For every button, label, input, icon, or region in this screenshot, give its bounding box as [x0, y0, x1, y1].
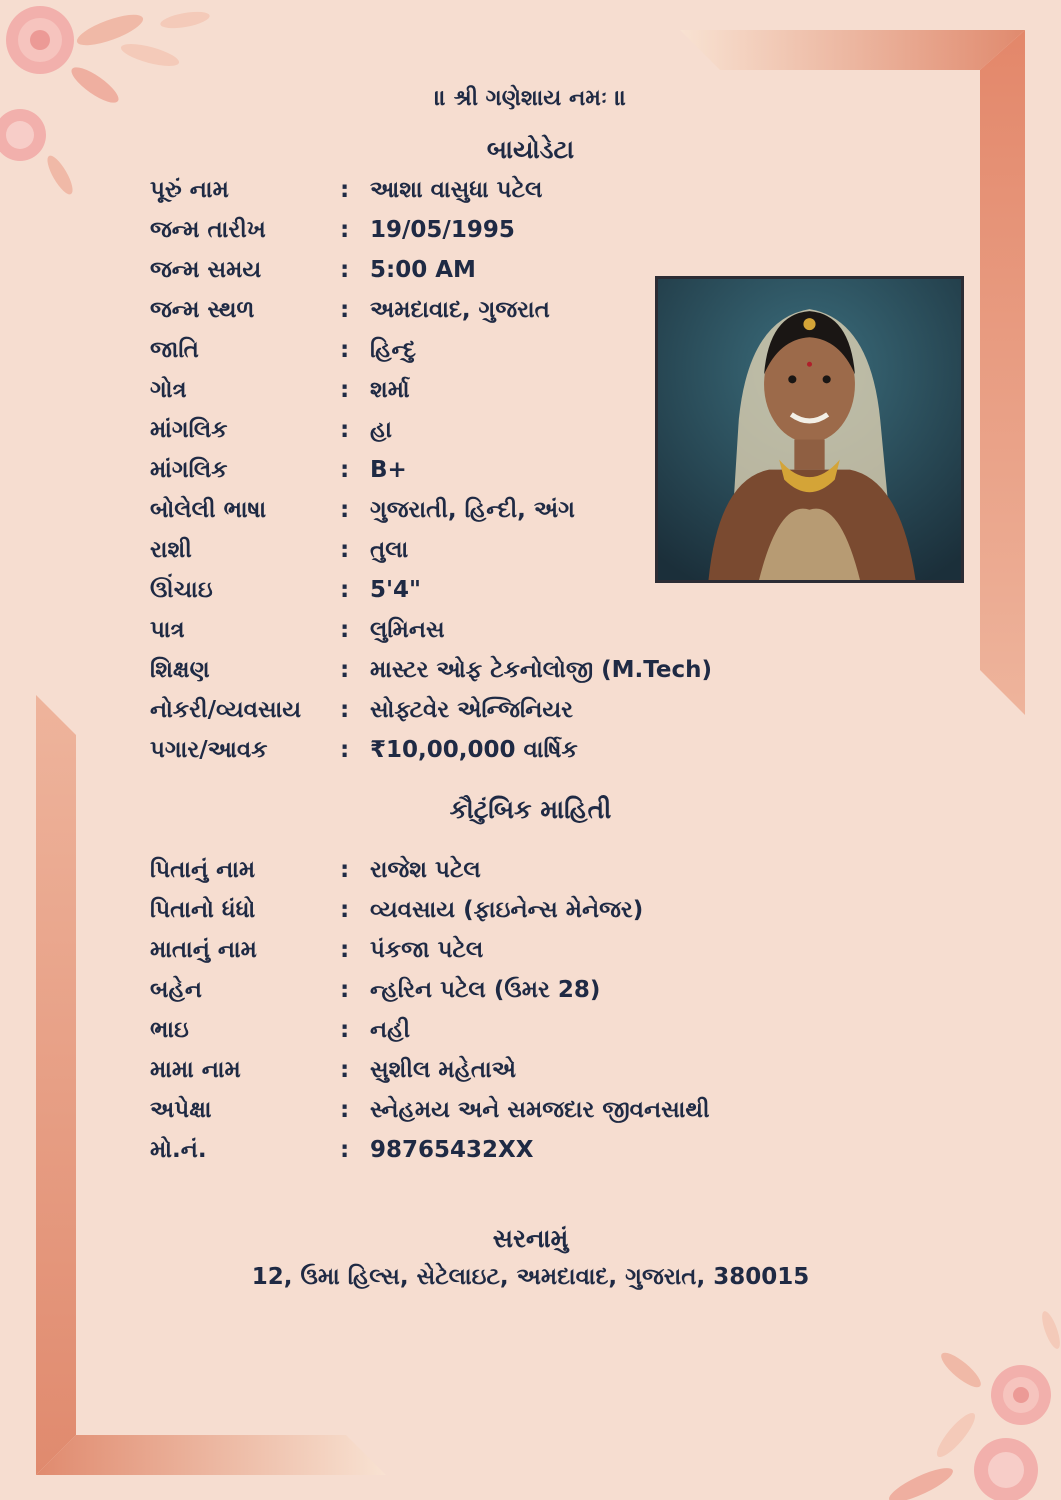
detail-row	[150, 1090, 710, 1130]
detail-label: જન્મ સમય	[150, 257, 262, 283]
detail-label: બોલેલી ભાષા	[150, 497, 267, 523]
detail-label: જન્મ સ્થળ	[150, 297, 255, 323]
detail-label: જાતિ	[150, 337, 199, 363]
detail-value: પંકજા પટેલ	[370, 937, 484, 963]
separator: :	[340, 1137, 350, 1163]
detail-value: રાજેશ પટેલ	[370, 857, 481, 883]
detail-label: જન્મ તારીખ	[150, 217, 266, 243]
detail-row	[150, 170, 712, 210]
detail-row	[150, 730, 712, 770]
separator: :	[340, 497, 350, 523]
separator: :	[340, 1057, 350, 1083]
address-title: સરનામું	[492, 1224, 569, 1253]
separator: :	[340, 177, 350, 203]
detail-value: ગુજરાતી, હિન્દી, અંગ	[370, 497, 575, 523]
detail-value: માસ્ટર ઓફ ટેકનોલોજી (M.Tech)	[370, 657, 713, 683]
flower-decoration-icon	[861, 1300, 1061, 1500]
detail-label: પગાર/આવક	[150, 737, 268, 763]
separator: :	[340, 697, 350, 723]
detail-value: 19/05/1995	[370, 217, 515, 243]
separator: :	[340, 897, 350, 923]
separator: :	[340, 1097, 350, 1123]
profile-photo	[655, 276, 964, 583]
separator: :	[340, 417, 350, 443]
detail-value: 5:00 AM	[370, 257, 476, 283]
detail-row	[150, 250, 712, 290]
detail-value: સ્નેહમય અને સમજદાર જીવનસાથી	[370, 1097, 710, 1123]
detail-row	[150, 1050, 710, 1090]
separator: :	[340, 377, 350, 403]
separator: :	[340, 457, 350, 483]
detail-row	[150, 1010, 710, 1050]
detail-row	[150, 530, 712, 570]
detail-value: સુશીલ મહેતાએ	[370, 1057, 517, 1083]
detail-label: માંગલિક	[150, 457, 228, 483]
detail-row	[150, 890, 710, 930]
detail-value: ₹10,00,000 વાર્ષિક	[370, 737, 578, 763]
separator: :	[340, 617, 350, 643]
separator: :	[340, 977, 350, 1003]
detail-label: પૂરું નામ	[150, 177, 229, 203]
detail-row	[150, 970, 710, 1010]
family-details-list	[150, 850, 710, 1170]
detail-row	[150, 410, 712, 450]
detail-row	[150, 930, 710, 970]
detail-value: આશા વાસુધા પટેલ	[370, 177, 543, 203]
detail-label: મો.નં.	[150, 1137, 207, 1163]
detail-value: લુમિનસ	[370, 617, 445, 643]
detail-row	[150, 490, 712, 530]
detail-row	[150, 210, 712, 250]
detail-label: રાશી	[150, 537, 192, 563]
portrait-image	[658, 279, 961, 580]
detail-value: B+	[370, 457, 407, 483]
separator: :	[340, 1017, 350, 1043]
detail-value: હા	[370, 417, 392, 443]
detail-value: સોફ્ટવેર એન્જિનિયર	[370, 697, 574, 723]
separator: :	[340, 657, 350, 683]
separator: :	[340, 737, 350, 763]
address-line: 12, ઉમા હિલ્સ, સેટેલાઇટ, અમદાવાદ, ગુજરાત, 380015	[251, 1264, 810, 1290]
separator: :	[340, 537, 350, 563]
detail-row	[150, 690, 712, 730]
separator: :	[340, 857, 350, 883]
detail-label: પાત્ર	[150, 617, 185, 643]
separator: :	[340, 577, 350, 603]
detail-value: વ્યવસાય (ફાઇનેન્સ મેનેજર)	[370, 897, 644, 923]
detail-value: તુલા	[370, 537, 409, 563]
detail-row	[150, 370, 712, 410]
document-title: બાયોડેટા	[486, 135, 575, 164]
separator: :	[340, 337, 350, 363]
separator: :	[340, 937, 350, 963]
detail-row	[150, 450, 712, 490]
detail-row	[150, 330, 712, 370]
detail-value: નહી	[370, 1017, 411, 1043]
family-section-title: કૌટુંબિક માહિતી	[449, 795, 612, 824]
detail-row	[150, 290, 712, 330]
detail-row	[150, 570, 712, 610]
separator: :	[340, 297, 350, 323]
personal-details-list	[150, 170, 712, 770]
detail-row	[150, 850, 710, 890]
detail-label: માંગલિક	[150, 417, 228, 443]
detail-label: બહેન	[150, 977, 202, 1003]
detail-row	[150, 1130, 710, 1170]
detail-row	[150, 610, 712, 650]
detail-value: ન્હરિન પટેલ (ઉમર 28)	[370, 977, 601, 1003]
detail-value: શર્મા	[370, 377, 410, 403]
detail-label: ઊંચાઇ	[150, 577, 213, 603]
separator: :	[340, 217, 350, 243]
detail-label: શિક્ષણ	[150, 657, 210, 683]
separator: :	[340, 257, 350, 283]
detail-label: ગોત્ર	[150, 377, 187, 403]
detail-label: મામા નામ	[150, 1057, 241, 1083]
invocation-heading: ॥ શ્રી ગણેશાય નમઃ ॥	[434, 86, 627, 111]
detail-label: પિતાનું નામ	[150, 857, 256, 883]
detail-value: હિન્દુ	[370, 337, 416, 363]
detail-label: અપેક્ષા	[150, 1097, 212, 1123]
detail-value: 5'4"	[370, 577, 422, 603]
detail-label: નોકરી/વ્યવસાય	[150, 697, 302, 723]
detail-label: ભાઇ	[150, 1017, 189, 1043]
detail-label: માતાનું નામ	[150, 937, 257, 963]
detail-label: પિતાનો ધંધો	[150, 897, 256, 923]
detail-row	[150, 650, 712, 690]
detail-value: 98765432XX	[370, 1137, 534, 1163]
detail-value: અમદાવાદ, ગુજરાત	[370, 297, 550, 323]
